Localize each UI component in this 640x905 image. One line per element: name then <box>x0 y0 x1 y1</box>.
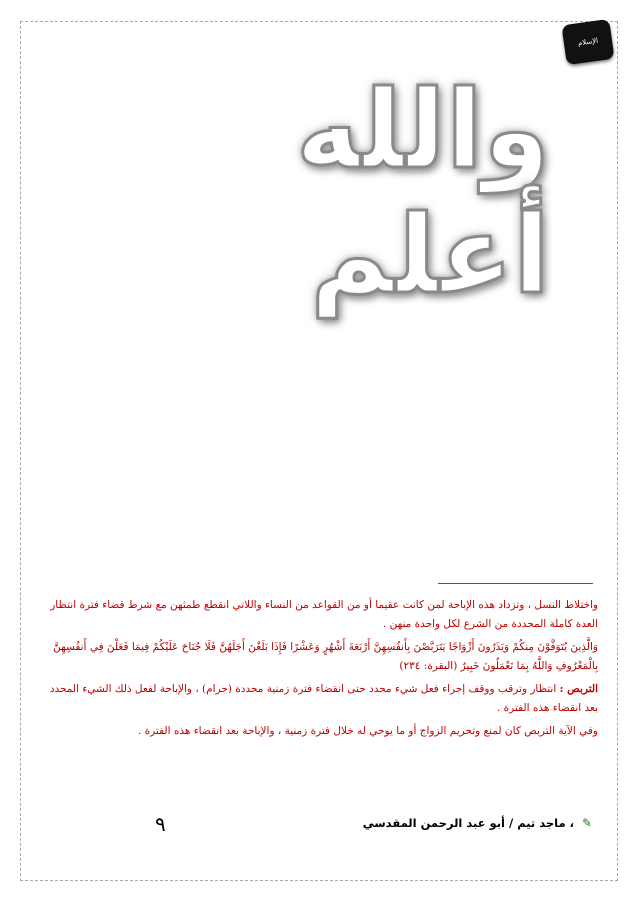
verse-reference: (البقرة: ٢٣٤) <box>399 660 458 672</box>
title-text: والله أعلم <box>295 67 550 318</box>
page-footer <box>0 812 640 840</box>
definition-term: التربص : <box>559 683 598 695</box>
page-number: ٩ <box>155 812 166 836</box>
pen-icon: ✎ <box>581 816 592 830</box>
page-title <box>70 67 550 318</box>
footnote-paragraph: وفي الآية التربص كان لمنع وتحريم الزواج أو ما يوحي له خلال فترة زمنية ، والإباحة بعد انقضاء هذه الفترة . <box>137 725 598 737</box>
logo-text: الإسلام <box>577 36 599 47</box>
quran-verse <box>38 638 598 676</box>
author-credit <box>363 816 592 830</box>
definition-text: انتظار وترقب ووقف إجراء فعل شيء محدد حتى انقضاء فترة زمنية محددة (حرام) ، والإباحة لفعل ذلك الشيء المحدد بعد انقضاء هذه الفترة . <box>49 683 598 714</box>
footnotes <box>38 596 598 745</box>
author-name: ، ماجد تيم / أبو عبد الرحمن المقدسي <box>362 816 574 830</box>
site-logo <box>561 19 614 65</box>
definition-paragraph <box>38 680 598 718</box>
footnote-paragraph: واختلاط النسل ، وتزداد هذه الإباحة لمن كانت عقيما أو من القواعد من النساء واللاتي انقطع طمثهن مع شرط قضاء فترة انتظار العدة كاملة المحددة من الشرع لكل واحدة منهن . <box>50 599 598 630</box>
footnote-separator <box>438 583 593 584</box>
verse-text: وَالَّذِينَ يُتَوَفَّوْنَ مِنكُمْ وَيَذَرُونَ أَزْوَاجًا يَتَرَبَّصْنَ بِأَنفُسِهِنَّ أَرْبَعَةَ أَشْهُرٍ وَعَشْرًا فَإِذَا بَلَغْنَ أَجَلَهُنَّ فَلَا جُنَاحَ عَلَيْكُمْ فِيمَا فَعَلْنَ فِي أَنفُسِهِنَّ بِالْمَعْرُوفِ وَاللَّهُ بِمَا تَعْمَلُونَ خَبِيرٌ <box>53 641 598 672</box>
